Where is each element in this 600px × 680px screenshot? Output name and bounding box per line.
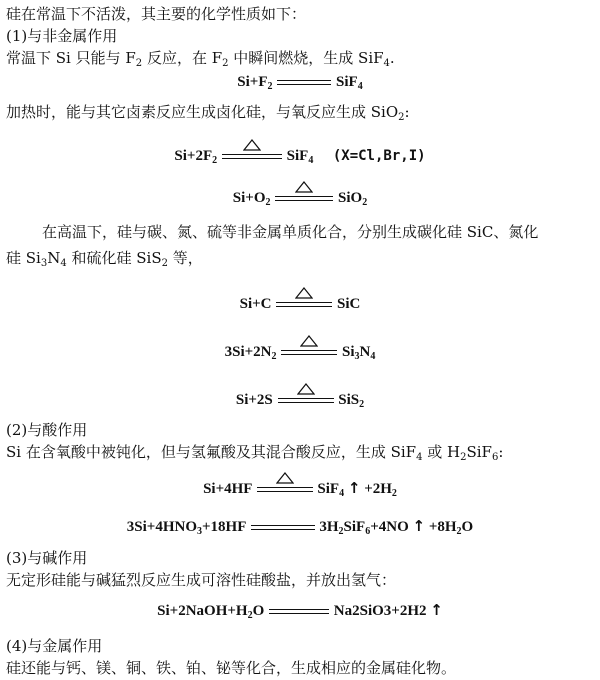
text: 反应，在 F <box>142 49 223 67</box>
subscript: 4 <box>370 351 376 362</box>
text: : <box>498 443 504 461</box>
heat-equals-sign <box>278 398 334 403</box>
products: +2H <box>360 481 392 497</box>
equation-note: (X=Cl,Br,I) <box>332 148 426 164</box>
subscript: 6 <box>491 452 499 463</box>
text: 或 H <box>422 443 461 461</box>
subscript: 4 <box>416 452 423 463</box>
subscript: 2 <box>391 488 397 499</box>
section-3-paragraph-1: 无定形硅能与碱猛烈反应生成可溶性硅酸盐，并放出氢气： <box>6 571 397 589</box>
products: SiO <box>338 190 363 206</box>
reactants: 3Si+2N <box>224 344 272 360</box>
section-4-paragraph-1: 硅还能与钙、镁、铜、铁、铂、铋等化合，生成相应的金属硅化物。 <box>6 659 457 677</box>
subscript: 2 <box>338 526 344 537</box>
reactants: Si+O <box>232 190 266 206</box>
equals-sign <box>251 525 315 530</box>
intro-line: 硅在常温下不活泼，其主要的化学性质如下： <box>6 5 307 23</box>
subscript: 2 <box>460 452 467 463</box>
products: SiF <box>286 148 309 164</box>
products: Na2SiO3+2H2 <box>333 603 431 619</box>
reactants: 3Si+4HNO <box>126 519 197 535</box>
equals-sign <box>269 609 329 614</box>
subscript: 2 <box>398 112 405 123</box>
subscript: 2 <box>265 197 271 208</box>
reactants: Si+C <box>239 296 272 312</box>
section-1-paragraph-2 <box>6 102 410 122</box>
subscript: 2 <box>135 58 143 69</box>
equation-7 <box>0 478 600 499</box>
heat-triangle-icon <box>300 335 318 347</box>
subscript: 4 <box>60 258 67 269</box>
products: SiF <box>317 481 340 497</box>
reactants: Si+4HF <box>203 481 252 497</box>
section-1-heading: (1)与非金属作用 <box>6 27 118 45</box>
text: 中瞬间燃烧，生成 SiF <box>228 49 384 67</box>
subscript: 3 <box>354 351 360 362</box>
gas-arrow-icon: ↑ <box>412 517 426 535</box>
equals-sign <box>277 80 331 85</box>
reactants: Si+2NaOH+H <box>157 603 248 619</box>
subscript: 3 <box>40 258 48 269</box>
subscript: 4 <box>308 155 314 166</box>
text: 加热时，能与其它卤素反应生成卤化硅，与氧反应生成 SiO <box>6 103 399 121</box>
gas-arrow-icon: ↑ <box>347 479 361 497</box>
text: SiF <box>466 443 492 461</box>
equation-3 <box>0 188 600 208</box>
products: +4NO <box>370 519 413 535</box>
text: 等， <box>167 249 203 267</box>
equation-4 <box>0 294 600 314</box>
reactants: Si+2S <box>235 392 273 408</box>
heat-equals-sign <box>275 196 333 201</box>
section-2-paragraph-1 <box>6 442 503 462</box>
subscript: 2 <box>271 351 277 362</box>
subscript: 4 <box>383 58 390 69</box>
heat-triangle-icon <box>243 139 261 151</box>
section-1-paragraph-3-line-2 <box>6 248 203 268</box>
subscript: 2 <box>247 610 253 621</box>
reactants: +18HF <box>202 519 246 535</box>
subscript: 2 <box>267 81 273 92</box>
equation-1 <box>0 72 600 92</box>
equation-9 <box>0 600 600 621</box>
heat-equals-sign <box>281 350 337 355</box>
equation-2 <box>0 146 600 166</box>
heat-equals-sign <box>222 154 282 159</box>
heat-triangle-icon <box>295 287 313 299</box>
subscript: 4 <box>357 81 363 92</box>
heat-triangle-icon <box>276 472 294 484</box>
products: O <box>461 519 474 535</box>
subscript: 2 <box>456 526 462 537</box>
section-4-heading: (4)与金属作用 <box>6 637 103 655</box>
subscript: 2 <box>212 155 218 166</box>
subscript: 2 <box>362 197 368 208</box>
subscript: 2 <box>222 58 229 69</box>
products: Si <box>342 344 355 360</box>
section-1-paragraph-1 <box>6 48 395 68</box>
products: +8H <box>425 519 457 535</box>
text: 硅 Si <box>6 249 41 267</box>
text: N <box>47 249 61 267</box>
products: 3H <box>319 519 339 535</box>
heat-equals-sign <box>257 487 313 492</box>
subscript: 3 <box>197 526 202 537</box>
heat-equals-sign <box>276 302 332 307</box>
reactants: Si+2F <box>174 148 213 164</box>
reactants: O <box>252 603 265 619</box>
text: Si 在含氧酸中被钝化，但与氢氟酸及其混合酸反应，生成 SiF <box>6 443 417 461</box>
products: SiF <box>343 519 366 535</box>
text: . <box>389 49 395 67</box>
subscript: 6 <box>365 526 371 537</box>
gas-arrow-icon: ↑ <box>430 601 443 619</box>
section-2-heading: (2)与酸作用 <box>6 421 88 439</box>
products: SiF <box>336 74 358 90</box>
reactants: Si+F <box>237 74 268 90</box>
equation-5 <box>0 342 600 362</box>
text: 常温下 Si 只能与 F <box>6 49 136 67</box>
heat-triangle-icon <box>297 383 315 395</box>
products: SiC <box>337 296 361 312</box>
products: N <box>359 344 371 360</box>
equation-6 <box>0 390 600 410</box>
heat-triangle-icon <box>295 181 313 193</box>
subscript: 2 <box>359 399 365 410</box>
equation-8 <box>0 516 600 537</box>
subscript: 4 <box>339 488 345 499</box>
products: SiS <box>338 392 360 408</box>
text: 和硫化硅 SiS <box>66 249 162 267</box>
subscript: 2 <box>161 258 168 269</box>
text: : <box>404 103 410 121</box>
section-1-paragraph-3-line-1: 在高温下，硅与碳、氮、硫等非金属单质化合，分别生成碳化硅 SiC、氮化 <box>42 223 539 241</box>
section-3-heading: (3)与碱作用 <box>6 549 88 567</box>
